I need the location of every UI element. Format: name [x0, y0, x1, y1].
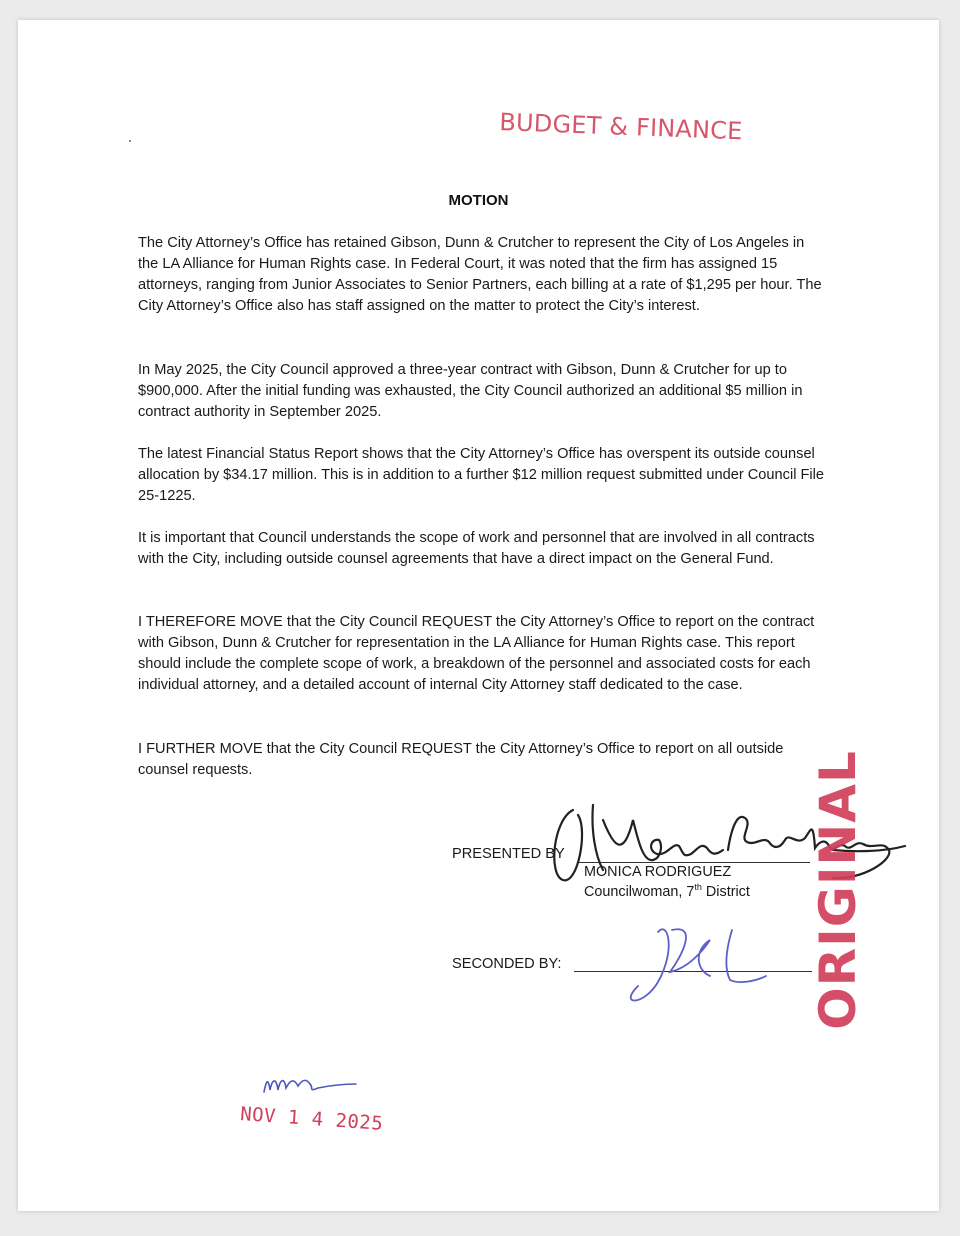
motion-paragraph-5: I THEREFORE MOVE that the City Council REQUEST the City Attorney’s Office to report on the contract with Gibson, Dunn & Crutcher for representation in the LA Alliance for Human Rights case. This report should include the complete scope of work, a breakdown of the personnel and associated costs for each individual attorney, and a detailed account of internal City Attorney staff dedicated to the case.: [138, 614, 815, 693]
motion-paragraph-6: I FURTHER MOVE that the City Council REQUEST the City Attorney’s Office to report on all outside counsel requests.: [138, 741, 784, 778]
document-page: [18, 20, 939, 1211]
motion-paragraph-3: The latest Financial Status Report shows that the City Attorney’s Office has overspent its outside counsel allocation by $34.17 million. This is in addition to a further $12 million request submitted under Council File 25-1225.: [138, 446, 825, 504]
original-stamp: ORIGINAL: [809, 750, 867, 1030]
motion-title: MOTION: [448, 192, 509, 209]
presented-by-label: PRESENTED BY: [452, 846, 565, 862]
seconder-signature: [598, 910, 778, 1010]
committee-stamp: BUDGET & FINANCE: [498, 108, 744, 146]
scan-speck: [129, 140, 131, 142]
signer-title-prefix: Councilwoman, 7: [584, 883, 695, 900]
motion-paragraph-2: In May 2025, the City Council approved a three-year contract with Gibson, Dunn & Crutcher for up to $900,000. After the initial funding was exhausted, the City Council authorized an additional $5 million in contract authority in September 2025.: [138, 362, 803, 420]
signer-name: MONICA RODRIGUEZ: [584, 864, 732, 880]
signer-title-suffix: District: [701, 883, 750, 900]
signer-title-sup: th: [694, 882, 702, 892]
date-stamp: NOV 1 4 2025: [239, 1103, 384, 1135]
initials-signature: [258, 1068, 358, 1098]
seconded-by-label: SECONDED BY:: [452, 956, 562, 972]
motion-paragraph-1: The City Attorney’s Office has retained Gibson, Dunn & Crutcher to represent the City of Los Angeles in the LA Alliance for Human Rights case. In Federal Court, it was noted that the firm has assigned 15 attorneys, ranging from Junior Associates to Senior Partners, each billing at a rate of $1,295 per hour. The City Attorney’s Office also has staff assigned on the matter to protect the City’s interest.: [138, 235, 822, 314]
motion-paragraph-4: It is important that Council understands the scope of work and personnel that are involved in all contracts with the City, including outside counsel agreements that have a direct impact on the General Fund.: [138, 530, 815, 567]
